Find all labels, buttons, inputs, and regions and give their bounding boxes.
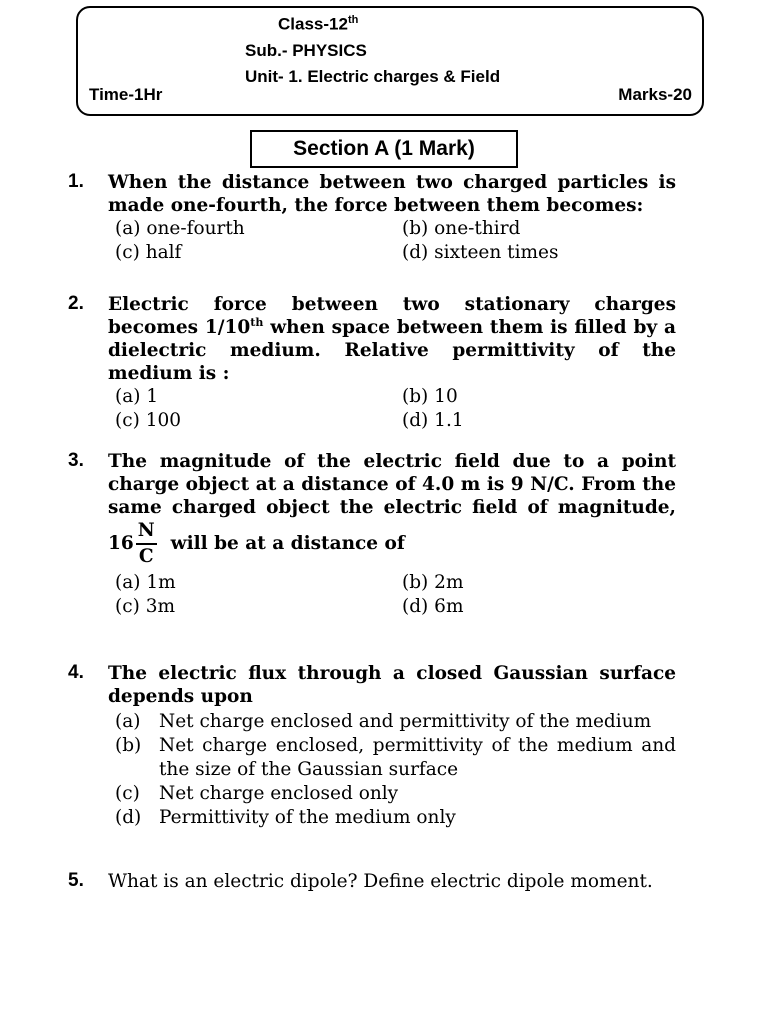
unit-heading: Unit- 1. Electric charges & Field [245, 67, 501, 86]
question-number: 1. [68, 171, 84, 192]
question-5 [68, 870, 676, 893]
question-number: 4. [68, 662, 84, 683]
question-2 [68, 293, 676, 433]
options [115, 217, 676, 265]
fraction-n-over-c: $\frac{N}{C}$ [137, 520, 155, 567]
option-a: (a) 1 [115, 386, 159, 407]
options [115, 710, 676, 830]
option-a: (a) 1m [115, 572, 176, 593]
option-a: (a) Net charge enclosed and permittivity of the medium [115, 711, 652, 732]
option-c: (c) 100 [115, 410, 181, 431]
class-heading: Class-12th [278, 14, 359, 34]
question-number: 2. [68, 293, 84, 314]
question-number: 5. [68, 870, 84, 891]
question-text: When the distance between two charged particles is made one-fourth, the force between them becomes: [108, 172, 676, 216]
question-number: 3. [68, 450, 84, 471]
options [115, 385, 676, 433]
option-c: (c) half [115, 242, 182, 263]
option-b: (b) 10 [402, 386, 458, 407]
option-a: (a) one-fourth [115, 218, 245, 239]
option-d: (d) 6m [402, 596, 464, 617]
option-d: (d) sixteen times [402, 242, 559, 263]
question-text: The magnitude of the electric field due to a point charge object at a distance of 4.0 m is 9 N/C. From the same charged object the electric field of magnitude, 16 $\frac{N}{C}$ will be at a distance of [108, 451, 676, 567]
option-d: (d) 1.1 [402, 410, 464, 431]
question-3 [68, 450, 676, 619]
option-c: (c) Net charge enclosed only [115, 783, 399, 804]
question-text: What is an electric dipole? Define electric dipole moment. [108, 871, 653, 892]
option-b: (b) one-third [402, 218, 521, 239]
options [115, 571, 676, 619]
subject-heading: Sub.- PHYSICS [245, 41, 367, 60]
question-1 [68, 171, 676, 265]
question-4 [68, 662, 676, 830]
option-b: (b) 2m [402, 572, 464, 593]
option-c: (c) 3m [115, 596, 176, 617]
option-b: (b) Net charge enclosed, permittivity of the medium and the size of the Gaussian surface [115, 735, 676, 780]
header-box [76, 6, 704, 116]
question-text: The electric flux through a closed Gaussian surface depends upon [108, 663, 676, 707]
time-label: Time-1Hr [89, 85, 163, 104]
section-title: Section A (1 Mark) [250, 130, 518, 168]
marks-label: Marks-20 [618, 85, 692, 104]
option-d: (d) Permittivity of the medium only [115, 807, 456, 828]
question-text: Electric force between two stationary charges becomes 1/10th when space between them is filled by a dielectric medium. Relative permittivity of the medium is : [108, 294, 676, 384]
